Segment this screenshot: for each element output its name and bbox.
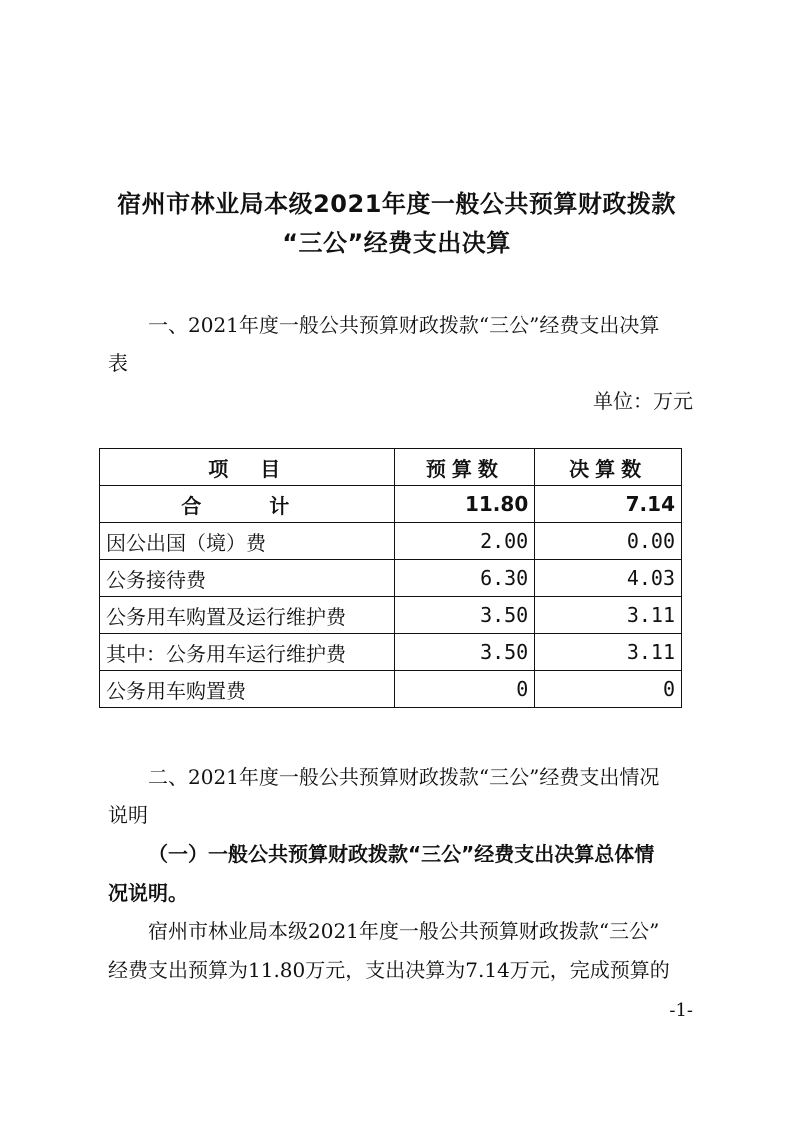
table-row [100, 560, 682, 597]
table-row [100, 634, 682, 671]
row-label: 因公出国（境）费 [100, 523, 395, 560]
row-final: 7.14 [535, 486, 682, 523]
table-row-total [100, 486, 682, 523]
document-title-line2: “三公”经费支出决算 [282, 229, 511, 257]
section1-heading-cont: 表 [108, 351, 128, 375]
body-paragraph-line1: 宿州市林业局本级2021年度一般公共预算财政拨款“三公” [148, 919, 660, 943]
row-label: 公务用车购置及运行维护费 [100, 597, 395, 634]
section1-heading: 一、2021年度一般公共预算财政拨款“三公”经费支出决算 [148, 313, 660, 337]
table-row [100, 523, 682, 560]
unit-label: 单位：万元 [593, 389, 693, 413]
row-label: 公务接待费 [100, 560, 395, 597]
section2-heading: 二、2021年度一般公共预算财政拨款“三公”经费支出情况 [148, 765, 660, 789]
row-budget: 0 [395, 671, 535, 708]
table-row [100, 671, 682, 708]
subsection1-heading: （一）一般公共预算财政拨款“三公”经费支出决算总体情 [148, 842, 655, 866]
row-final: 3.11 [535, 597, 682, 634]
row-final: 0 [535, 671, 682, 708]
row-label: 合 计 [100, 486, 395, 523]
header-final: 决算数 [535, 449, 682, 486]
header-item: 项 目 [100, 449, 395, 486]
section2-heading-cont: 说明 [108, 803, 148, 827]
row-budget: 6.30 [395, 560, 535, 597]
document-title-line1: 宿州市林业局本级2021年度一般公共预算财政拨款 [117, 190, 676, 218]
row-label: 其中：公务用车运行维护费 [100, 634, 395, 671]
body-paragraph-line2: 经费支出预算为11.80万元，支出决算为7.14万元，完成预算的 [108, 958, 670, 982]
budget-table [99, 448, 682, 708]
row-budget: 11.80 [395, 486, 535, 523]
page-number: -1- [669, 1000, 693, 1021]
header-budget: 预算数 [395, 449, 535, 486]
row-final: 0.00 [535, 523, 682, 560]
subsection1-heading-cont: 况说明。 [108, 881, 188, 905]
row-budget: 3.50 [395, 597, 535, 634]
table-row [100, 597, 682, 634]
row-label: 公务用车购置费 [100, 671, 395, 708]
row-final: 3.11 [535, 634, 682, 671]
row-budget: 2.00 [395, 523, 535, 560]
row-budget: 3.50 [395, 634, 535, 671]
table-header-row [100, 449, 682, 486]
row-final: 4.03 [535, 560, 682, 597]
